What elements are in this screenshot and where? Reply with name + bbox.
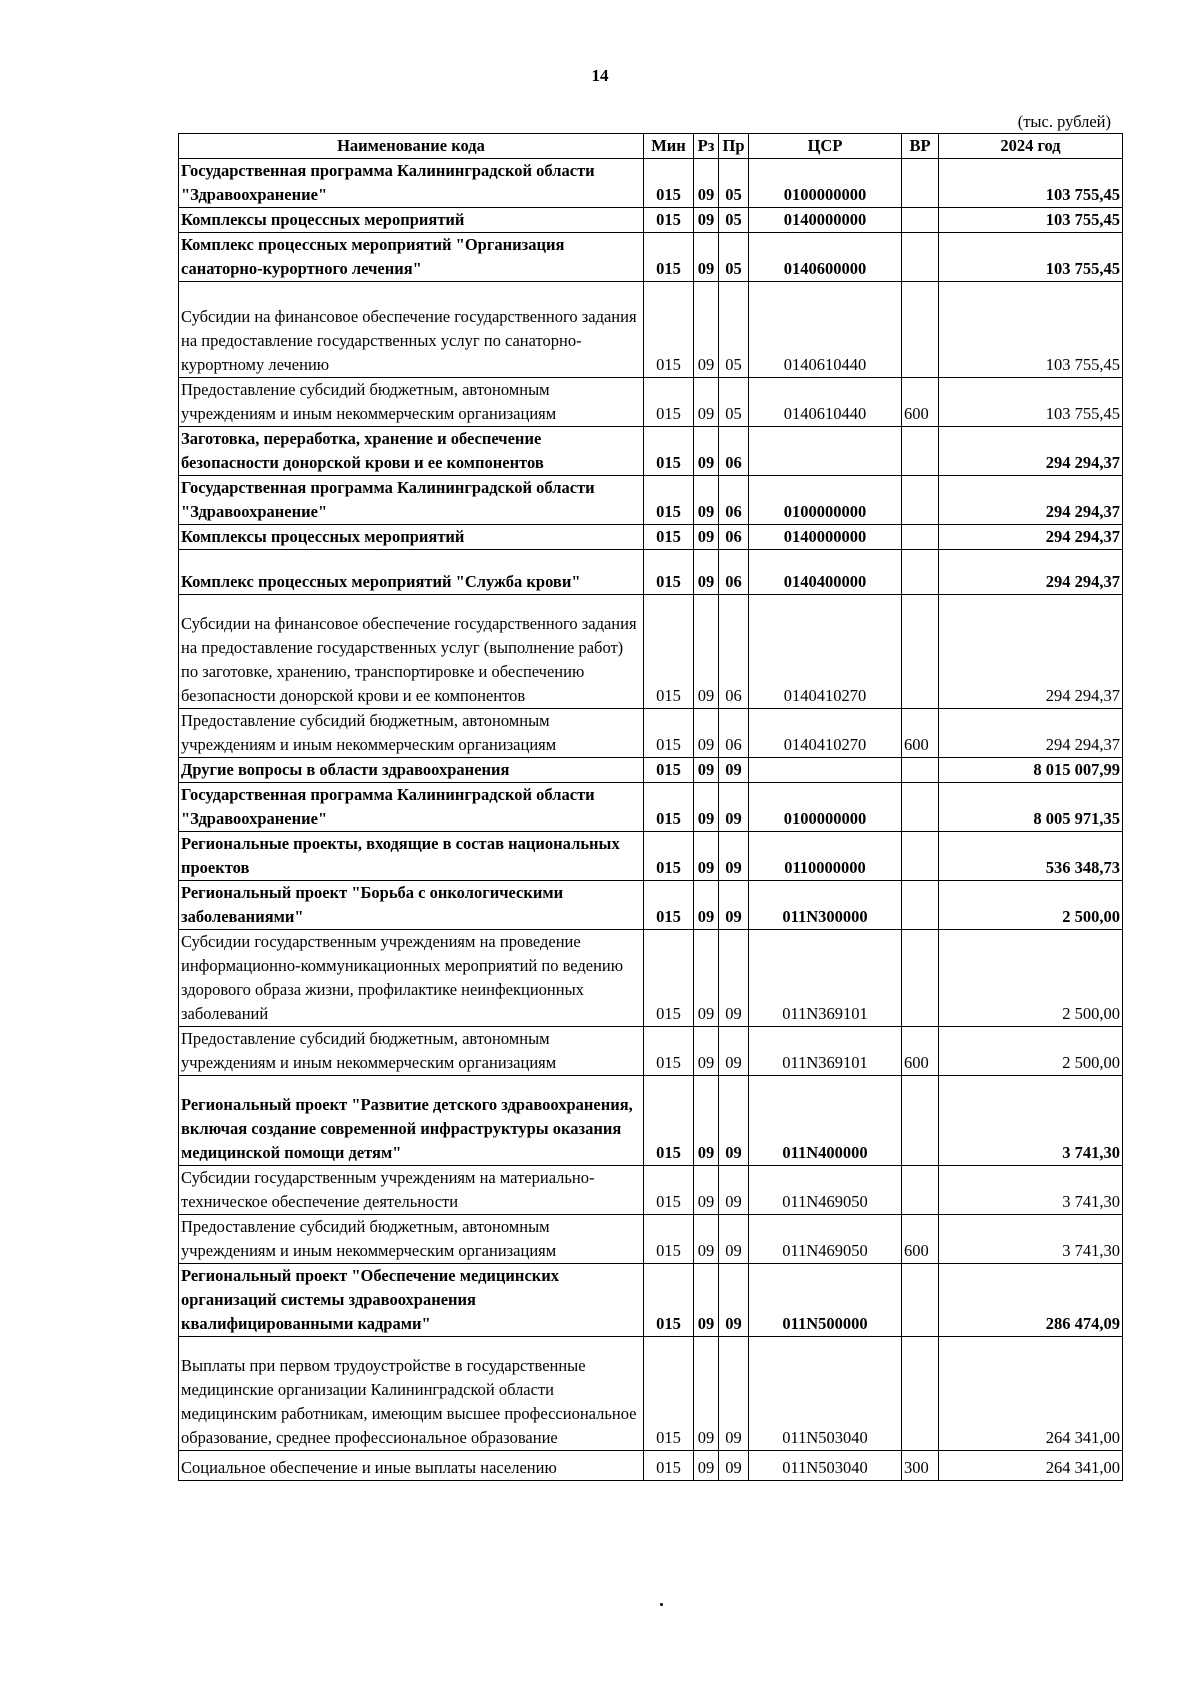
table-row: [179, 1027, 1123, 1076]
row-rz: 09: [694, 783, 719, 832]
row-name: Предоставление субсидий бюджетным, автономным учреждениям и иным некоммерческим организациям: [179, 1215, 644, 1264]
row-pr: 06: [719, 427, 749, 476]
table-row: [179, 208, 1123, 233]
row-vr: [902, 208, 939, 233]
row-pr: 09: [719, 832, 749, 881]
row-rz: 09: [694, 378, 719, 427]
row-name: Субсидии государственным учреждениям на материально-техническое обеспечение деятельности: [179, 1166, 644, 1215]
row-amount: 264 341,00: [939, 1451, 1123, 1481]
table-row: [179, 1337, 1123, 1451]
row-vr: [902, 550, 939, 595]
row-name: Комплексы процессных мероприятий: [179, 525, 644, 550]
row-min: 015: [644, 595, 694, 709]
row-rz: 09: [694, 525, 719, 550]
row-amount: 536 348,73: [939, 832, 1123, 881]
table-row: [179, 550, 1123, 595]
row-rz: 09: [694, 159, 719, 208]
row-min: 015: [644, 1451, 694, 1481]
table-row: [179, 378, 1123, 427]
row-min: 015: [644, 709, 694, 758]
table-row: [179, 709, 1123, 758]
table-row: [179, 427, 1123, 476]
row-amount: 3 741,30: [939, 1076, 1123, 1166]
row-pr: 06: [719, 476, 749, 525]
row-min: 015: [644, 282, 694, 378]
row-vr: [902, 930, 939, 1027]
row-amount: 286 474,09: [939, 1264, 1123, 1337]
row-pr: 09: [719, 758, 749, 783]
row-rz: 09: [694, 476, 719, 525]
row-name: Предоставление субсидий бюджетным, автономным учреждениям и иным некоммерческим организациям: [179, 709, 644, 758]
row-amount: 294 294,37: [939, 550, 1123, 595]
row-min: 015: [644, 378, 694, 427]
row-pr: 09: [719, 783, 749, 832]
row-amount: 103 755,45: [939, 159, 1123, 208]
row-vr: [902, 1337, 939, 1451]
row-pr: 09: [719, 930, 749, 1027]
row-csr: 011N300000: [749, 881, 902, 930]
row-amount: 2 500,00: [939, 1027, 1123, 1076]
row-csr: 0140410270: [749, 709, 902, 758]
table-row: [179, 783, 1123, 832]
row-pr: 05: [719, 233, 749, 282]
row-vr: [902, 525, 939, 550]
row-pr: 09: [719, 881, 749, 930]
row-rz: 09: [694, 1451, 719, 1481]
row-rz: 09: [694, 930, 719, 1027]
row-name: Региональный проект "Борьба с онкологическими заболеваниями": [179, 881, 644, 930]
row-vr: 600: [902, 1027, 939, 1076]
header-csr: ЦСР: [749, 134, 902, 159]
row-vr: [902, 881, 939, 930]
row-name: Государственная программа Калининградской области "Здравоохранение": [179, 159, 644, 208]
row-pr: 09: [719, 1166, 749, 1215]
row-rz: 09: [694, 758, 719, 783]
row-name: Региональные проекты, входящие в состав национальных проектов: [179, 832, 644, 881]
table-row: [179, 1451, 1123, 1481]
row-rz: 09: [694, 1264, 719, 1337]
table-row: [179, 525, 1123, 550]
row-pr: 06: [719, 525, 749, 550]
row-amount: 294 294,37: [939, 427, 1123, 476]
row-vr: 600: [902, 378, 939, 427]
row-csr: 0140610440: [749, 378, 902, 427]
scan-mark: [660, 1603, 663, 1606]
row-min: 015: [644, 881, 694, 930]
row-amount: 2 500,00: [939, 881, 1123, 930]
row-vr: [902, 783, 939, 832]
row-min: 015: [644, 758, 694, 783]
row-vr: [902, 1166, 939, 1215]
row-csr: 011N369101: [749, 1027, 902, 1076]
row-min: 015: [644, 1337, 694, 1451]
row-amount: 294 294,37: [939, 709, 1123, 758]
row-csr: 0140610440: [749, 282, 902, 378]
row-name: Субсидии на финансовое обеспечение государственного задания на предоставление государственных услуг по санаторно-курортному лечению: [179, 282, 644, 378]
row-csr: 011N369101: [749, 930, 902, 1027]
row-amount: 103 755,45: [939, 208, 1123, 233]
row-vr: [902, 427, 939, 476]
row-pr: 05: [719, 378, 749, 427]
header-vr: ВР: [902, 134, 939, 159]
header-amount: 2024 год: [939, 134, 1123, 159]
row-rz: 09: [694, 1166, 719, 1215]
row-amount: 294 294,37: [939, 525, 1123, 550]
row-pr: 09: [719, 1264, 749, 1337]
row-amount: 103 755,45: [939, 233, 1123, 282]
row-min: 015: [644, 159, 694, 208]
row-csr: 0100000000: [749, 783, 902, 832]
row-vr: 600: [902, 709, 939, 758]
row-vr: [902, 832, 939, 881]
row-csr: 0140600000: [749, 233, 902, 282]
row-vr: [902, 233, 939, 282]
row-min: 015: [644, 783, 694, 832]
row-csr: 0100000000: [749, 159, 902, 208]
row-name: Субсидии государственным учреждениям на проведение информационно-коммуникационных мероприятий по ведению здорового образа жизни, профилактике неинфекционных заболеваний: [179, 930, 644, 1027]
header-name: Наименование кода: [179, 134, 644, 159]
row-name: Региональный проект "Развитие детского здравоохранения, включая создание современной инфраструктуры оказания медицинской помощи детям": [179, 1076, 644, 1166]
row-rz: 09: [694, 595, 719, 709]
row-vr: [902, 595, 939, 709]
row-pr: 05: [719, 159, 749, 208]
row-min: 015: [644, 1264, 694, 1337]
row-vr: 600: [902, 1215, 939, 1264]
row-rz: 09: [694, 427, 719, 476]
row-name: Комплекс процессных мероприятий "Организация санаторно-курортного лечения": [179, 233, 644, 282]
row-min: 015: [644, 1166, 694, 1215]
row-rz: 09: [694, 832, 719, 881]
table-row: [179, 595, 1123, 709]
row-amount: 3 741,30: [939, 1215, 1123, 1264]
row-pr: 05: [719, 282, 749, 378]
row-min: 015: [644, 208, 694, 233]
row-rz: 09: [694, 709, 719, 758]
row-amount: 103 755,45: [939, 378, 1123, 427]
row-amount: 8 005 971,35: [939, 783, 1123, 832]
row-min: 015: [644, 427, 694, 476]
row-rz: 09: [694, 1076, 719, 1166]
row-csr: 011N500000: [749, 1264, 902, 1337]
header-rz: Рз: [694, 134, 719, 159]
row-vr: 300: [902, 1451, 939, 1481]
row-csr: 0140400000: [749, 550, 902, 595]
page-number: 14: [591, 66, 609, 85]
budget-table: [178, 133, 1123, 1481]
row-amount: 264 341,00: [939, 1337, 1123, 1451]
row-csr: [749, 427, 902, 476]
row-vr: [902, 758, 939, 783]
row-name: Предоставление субсидий бюджетным, автономным учреждениям и иным некоммерческим организациям: [179, 1027, 644, 1076]
row-rz: 09: [694, 208, 719, 233]
row-amount: 2 500,00: [939, 930, 1123, 1027]
row-pr: 06: [719, 709, 749, 758]
row-amount: 294 294,37: [939, 595, 1123, 709]
table-row: [179, 881, 1123, 930]
row-rz: 09: [694, 1027, 719, 1076]
row-min: 015: [644, 525, 694, 550]
row-amount: 8 015 007,99: [939, 758, 1123, 783]
row-name: Комплексы процессных мероприятий: [179, 208, 644, 233]
row-min: 015: [644, 476, 694, 525]
row-pr: 09: [719, 1215, 749, 1264]
row-pr: 09: [719, 1337, 749, 1451]
row-rz: 09: [694, 1337, 719, 1451]
row-amount: 103 755,45: [939, 282, 1123, 378]
table-row: [179, 1215, 1123, 1264]
row-csr: 011N503040: [749, 1451, 902, 1481]
table-row: [179, 758, 1123, 783]
row-rz: 09: [694, 881, 719, 930]
row-pr: 06: [719, 595, 749, 709]
row-rz: 09: [694, 550, 719, 595]
row-min: 015: [644, 832, 694, 881]
row-name: Социальное обеспечение и иные выплаты населению: [179, 1451, 644, 1481]
row-pr: 05: [719, 208, 749, 233]
row-csr: 011N503040: [749, 1337, 902, 1451]
row-vr: [902, 476, 939, 525]
row-pr: 06: [719, 550, 749, 595]
row-csr: [749, 758, 902, 783]
row-amount: 294 294,37: [939, 476, 1123, 525]
row-min: 015: [644, 1215, 694, 1264]
table-row: [179, 832, 1123, 881]
row-min: 015: [644, 1027, 694, 1076]
row-name: Региональный проект "Обеспечение медицинских организаций системы здравоохранения квалифицированными кадрами": [179, 1264, 644, 1337]
row-name: Предоставление субсидий бюджетным, автономным учреждениям и иным некоммерческим организациям: [179, 378, 644, 427]
row-name: Комплекс процессных мероприятий "Служба крови": [179, 550, 644, 595]
table-row: [179, 930, 1123, 1027]
table-row: [179, 233, 1123, 282]
row-name: Заготовка, переработка, хранение и обеспечение безопасности донорской крови и ее компонентов: [179, 427, 644, 476]
row-vr: [902, 282, 939, 378]
table-row: [179, 282, 1123, 378]
table-row: [179, 1076, 1123, 1166]
row-name: Выплаты при первом трудоустройстве в государственные медицинские организации Калининградской области медицинским работникам, имеющим высшее профессиональное образование, среднее профессиональное образование: [179, 1337, 644, 1451]
row-amount: 3 741,30: [939, 1166, 1123, 1215]
row-csr: 0140000000: [749, 525, 902, 550]
row-csr: 011N469050: [749, 1166, 902, 1215]
row-pr: 09: [719, 1027, 749, 1076]
row-rz: 09: [694, 282, 719, 378]
header-pr: Пр: [719, 134, 749, 159]
row-name: Другие вопросы в области здравоохранения: [179, 758, 644, 783]
row-vr: [902, 159, 939, 208]
row-min: 015: [644, 550, 694, 595]
table-row: [179, 476, 1123, 525]
row-vr: [902, 1076, 939, 1166]
row-csr: 011N469050: [749, 1215, 902, 1264]
row-pr: 09: [719, 1076, 749, 1166]
table-row: [179, 159, 1123, 208]
row-csr: 0100000000: [749, 476, 902, 525]
units-label: (тыс. рублей): [1017, 112, 1111, 131]
row-rz: 09: [694, 1215, 719, 1264]
row-vr: [902, 1264, 939, 1337]
row-csr: 0140410270: [749, 595, 902, 709]
row-pr: 09: [719, 1451, 749, 1481]
row-name: Государственная программа Калининградской области "Здравоохранение": [179, 783, 644, 832]
row-min: 015: [644, 1076, 694, 1166]
table-header-row: [179, 134, 1123, 159]
row-min: 015: [644, 233, 694, 282]
row-name: Субсидии на финансовое обеспечение государственного задания на предоставление государственных услуг (выполнение работ) по заготовке, хранению, транспортировке и обеспечению безопасности донорской крови и ее компонентов: [179, 595, 644, 709]
row-name: Государственная программа Калининградской области "Здравоохранение": [179, 476, 644, 525]
table-row: [179, 1166, 1123, 1215]
row-min: 015: [644, 930, 694, 1027]
row-rz: 09: [694, 233, 719, 282]
header-min: Мин: [644, 134, 694, 159]
table-row: [179, 1264, 1123, 1337]
row-csr: 011N400000: [749, 1076, 902, 1166]
row-csr: 0110000000: [749, 832, 902, 881]
row-csr: 0140000000: [749, 208, 902, 233]
